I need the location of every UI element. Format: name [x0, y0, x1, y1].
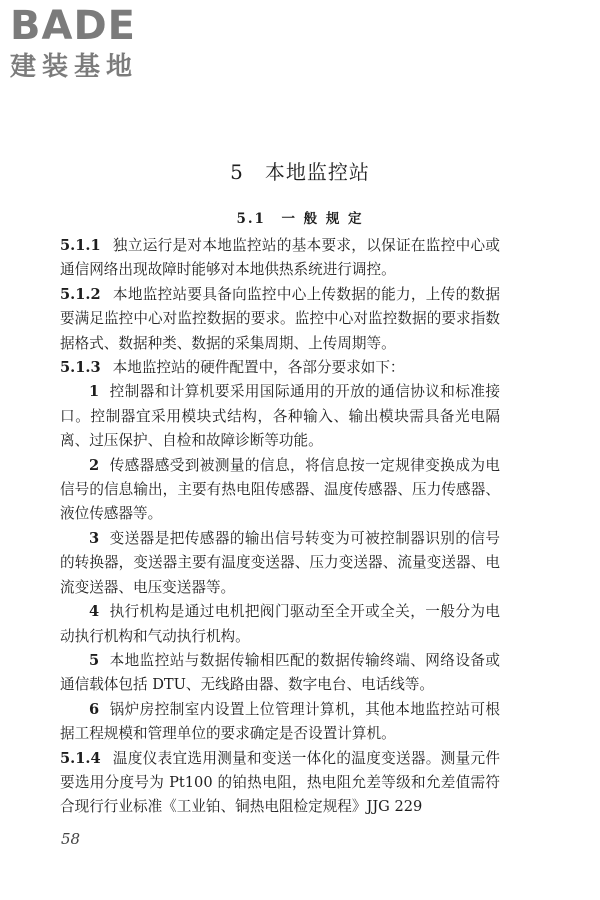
- section-title: 5.1 一 般 规 定: [236, 211, 364, 227]
- item-text: 传感器感受到被测量的信息，将信息按一定规律变换成为电信号的信息输出，主要有热电阻传感器、温度传感器、压力传感器、液位传感器等。: [60, 456, 500, 523]
- clause-5-1-3: [60, 356, 500, 380]
- item-text: 执行机构是通过电机把阀门驱动至全开或全关，一般分为电动执行机构和气动执行机构。: [60, 603, 500, 645]
- item-text: 控制器和计算机要采用国际通用的开放的通信协议和标准接口。控制器宜采用模块式结构，各种输入、输出模块需具备光电隔离、过压保护、自检和故障诊断等功能。: [60, 383, 500, 450]
- item-text: 本地监控站与数据传输相匹配的数据传输终端、网络设备或通信载体包括 DTU、无线路由器、数字电台、电话线等。: [60, 651, 500, 694]
- list-item: [60, 600, 500, 649]
- list-item: [60, 454, 500, 527]
- item-number: 3: [89, 529, 100, 547]
- item-number: 4: [89, 603, 100, 621]
- clause-number: 5.1.4: [60, 749, 101, 767]
- list-item: [60, 649, 500, 698]
- bade-logo: [10, 4, 175, 90]
- list-item: [60, 527, 500, 600]
- chapter-title: 5 本地监控站: [230, 160, 370, 184]
- body-text: [60, 234, 500, 820]
- clause-text: 独立运行是对本地监控站的基本要求，以保证在监控中心或通信网络出现故障时能够对本地供热系统进行调控。: [60, 237, 500, 279]
- clause-number: 5.1.2: [60, 285, 101, 303]
- clause-5-1-2: [60, 283, 500, 356]
- item-text: 锅炉房控制室内设置上位管理计算机，其他本地监控站可根据工程规模和管理单位的要求确定是否设置计算机。: [60, 700, 500, 743]
- logo-wordmark: BADE: [10, 3, 136, 49]
- item-number: 5: [89, 651, 100, 669]
- clause-number: 5.1.1: [60, 237, 101, 254]
- item-number: 1: [89, 383, 100, 401]
- page-number: 58: [61, 830, 81, 848]
- item-number: 6: [89, 700, 100, 718]
- clause-5-1-1: [60, 234, 500, 283]
- clause-number: 5.1.3: [60, 359, 101, 377]
- clause-text: 本地监控站的硬件配置中，各部分要求如下：: [112, 359, 405, 377]
- item-text: 变送器是把传感器的输出信号转变为可被控制器识别的信号的转换器，变送器主要有温度变送器、压力变送器、流量变送器、电流变送器、电压变送器等。: [60, 529, 500, 596]
- item-number: 2: [89, 456, 100, 474]
- logo-subtitle: 建装基地: [10, 52, 139, 82]
- clause-text: 温度仪表宜选用测量和变送一体化的温度变送器。测量元件要选用分度号为 Pt100 的铂热电阻，热电阻允差等级和允差值需符合现行行业标准《工业铂、铜热电阻检定规程》JJG 229: [60, 749, 500, 816]
- clause-5-1-4: [60, 747, 500, 820]
- clause-text: 本地监控站要具备向监控中心上传数据的能力，上传的数据要满足监控中心对监控数据的要求。监控中心对监控数据的要求指数据格式、数据种类、数据的采集周期、上传周期等。: [60, 285, 500, 352]
- list-item: [60, 380, 500, 453]
- list-item: [60, 698, 500, 747]
